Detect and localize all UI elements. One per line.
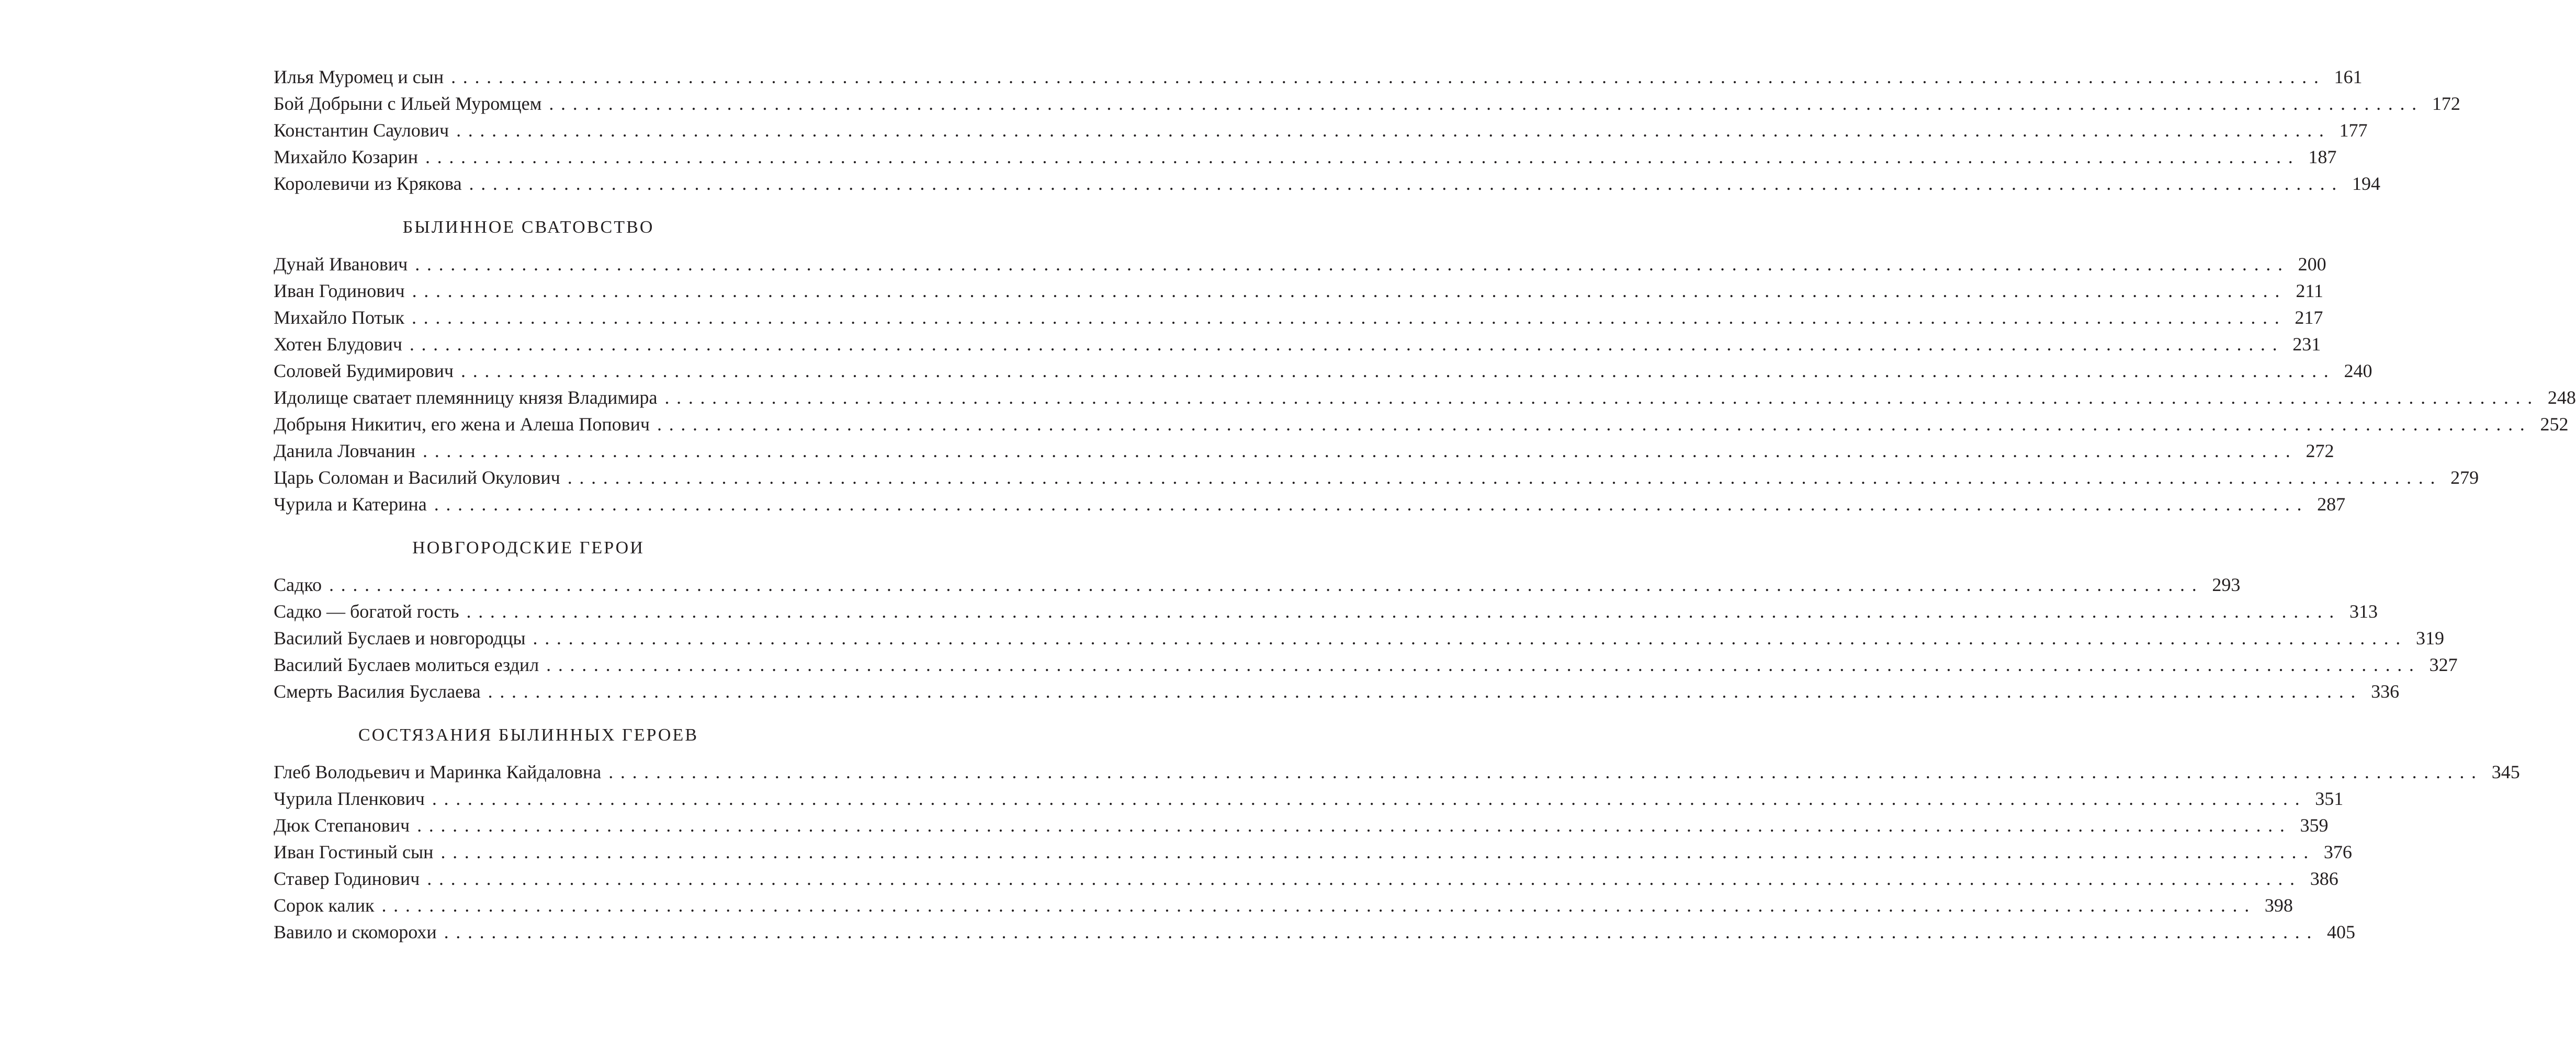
dot-leader: ..............................................................................................................................................................: [329, 574, 2204, 595]
toc-group-4: [274, 722, 2520, 946]
toc-entry[interactable]: [274, 759, 2520, 786]
toc-entry-title: Василий Буслаев и новгородцы: [274, 628, 526, 649]
toc-entry-title: Хотен Блудович: [274, 334, 402, 355]
dot-leader: ..............................................................................................................................................................: [469, 173, 2344, 194]
toc-entry[interactable]: [274, 786, 2344, 812]
toc-entry-title: Ставер Годинович: [274, 868, 420, 889]
dot-leader: ..............................................................................................................................................................: [425, 146, 2300, 167]
dot-leader: ..............................................................................................................................................................: [549, 93, 2424, 114]
toc-entry[interactable]: [274, 64, 2363, 90]
toc-entry-title: Дунай Иванович: [274, 254, 408, 275]
toc-entry-title: Садко — богатой гость: [274, 601, 459, 622]
dot-leader: ..............................................................................................................................................................: [488, 681, 2363, 702]
toc-entry[interactable]: [274, 358, 2372, 384]
toc-entry-page: 279: [2450, 467, 2479, 488]
toc-entry-page: 187: [2308, 146, 2337, 167]
toc-entry-title: Константин Саулович: [274, 120, 449, 141]
toc-entry-page: 376: [2323, 842, 2352, 862]
toc-entry-page: 405: [2327, 922, 2356, 942]
toc-entry[interactable]: [274, 170, 2380, 197]
toc-entry-page: 398: [2264, 895, 2293, 916]
toc-entry-page: 177: [2339, 120, 2368, 141]
toc-entry-page: 293: [2212, 574, 2241, 595]
dot-leader: ..............................................................................................................................................................: [461, 360, 2336, 381]
dot-leader: ..............................................................................................................................................................: [440, 842, 2315, 862]
dot-leader: ..............................................................................................................................................................: [417, 815, 2292, 836]
dot-leader: ..............................................................................................................................................................: [434, 494, 2309, 515]
table-of-contents: [274, 64, 2576, 946]
toc-entry-title: Чурила Пленкович: [274, 788, 425, 809]
toc-entry-page: 327: [2429, 654, 2458, 675]
toc-entry-title: Илья Муромец и сын: [274, 66, 444, 87]
dot-leader: ..............................................................................................................................................................: [567, 467, 2443, 488]
toc-entry[interactable]: [274, 144, 2337, 170]
toc-group-1: [274, 64, 2460, 197]
toc-entry-page: 217: [2295, 307, 2323, 328]
toc-entry-title: Михайло Козарин: [274, 146, 418, 167]
toc-entry[interactable]: [274, 598, 2378, 625]
toc-entry[interactable]: [274, 304, 2323, 331]
toc-entry-title: Данила Ловчанин: [274, 440, 416, 461]
toc-entry-page: 386: [2310, 868, 2338, 889]
dot-leader: ..............................................................................................................................................................: [657, 414, 2532, 435]
toc-entry[interactable]: [274, 411, 2569, 438]
toc-entry-page: 211: [2296, 280, 2324, 301]
toc-entry-title: Добрыня Никитич, его жена и Алеша Попович: [274, 414, 650, 435]
toc-entry[interactable]: [274, 438, 2334, 464]
toc-entry-title: Иван Годинович: [274, 280, 405, 301]
dot-leader: ..............................................................................................................................................................: [664, 387, 2539, 408]
toc-entry-title: Михайло Потык: [274, 307, 404, 328]
toc-entry-page: 240: [2344, 360, 2372, 381]
dot-leader: ..............................................................................................................................................................: [432, 788, 2307, 809]
toc-entry[interactable]: [274, 251, 2326, 278]
toc-entry-page: 313: [2349, 601, 2378, 622]
toc-entry-page: 252: [2540, 414, 2569, 435]
toc-entry-page: 231: [2292, 334, 2321, 355]
section-heading: НОВГОРОДСКИЕ ГЕРОИ: [412, 538, 645, 558]
dot-leader: ..............................................................................................................................................................: [444, 922, 2319, 942]
toc-entry-title: Царь Соломан и Василий Окулович: [274, 467, 560, 488]
toc-entry-page: 194: [2352, 173, 2380, 194]
toc-entry[interactable]: [274, 278, 2324, 304]
toc-entry[interactable]: [274, 464, 2479, 491]
dot-leader: ..............................................................................................................................................................: [409, 334, 2285, 355]
dot-leader: ..............................................................................................................................................................: [466, 601, 2341, 622]
toc-entry[interactable]: [274, 839, 2352, 866]
toc-entry-title: Глеб Володьевич и Маринка Кайдаловна: [274, 761, 602, 782]
toc-group-2: [274, 214, 2576, 518]
toc-entry-page: 359: [2300, 815, 2329, 836]
dot-leader: ..............................................................................................................................................................: [608, 761, 2483, 782]
toc-entry[interactable]: [274, 491, 2346, 518]
dot-leader: ..............................................................................................................................................................: [381, 895, 2256, 916]
toc-entry-title: Вавило и скоморохи: [274, 922, 437, 942]
toc-entry[interactable]: [274, 572, 2241, 598]
toc-entry-page: 200: [2298, 254, 2326, 275]
toc-entry-page: 272: [2306, 440, 2334, 461]
toc-entry-page: 161: [2334, 66, 2363, 87]
toc-entry[interactable]: [274, 90, 2460, 117]
toc-entry[interactable]: [274, 331, 2321, 358]
dot-leader: ..............................................................................................................................................................: [533, 628, 2408, 649]
dot-leader: ..............................................................................................................................................................: [427, 868, 2302, 889]
toc-entry-title: Королевичи из Крякова: [274, 173, 462, 194]
toc-entry[interactable]: [274, 625, 2444, 652]
toc-entry-title: Дюк Степанович: [274, 815, 410, 836]
section-heading: БЫЛИННОЕ СВАТОВСТВО: [402, 218, 654, 237]
dot-leader: ..............................................................................................................................................................: [411, 307, 2287, 328]
dot-leader: ..............................................................................................................................................................: [412, 280, 2287, 301]
dot-leader: ..............................................................................................................................................................: [456, 120, 2331, 141]
toc-entry-page: 336: [2371, 681, 2400, 702]
dot-leader: ..............................................................................................................................................................: [415, 254, 2290, 275]
toc-entry-page: 345: [2491, 761, 2520, 782]
toc-entry-title: Смерть Василия Буслаева: [274, 681, 481, 702]
toc-entry-page: 248: [2547, 387, 2576, 408]
dot-leader: ..............................................................................................................................................................: [451, 66, 2326, 87]
toc-entry-title: Садко: [274, 574, 322, 595]
toc-group-3: [274, 535, 2458, 705]
toc-entry[interactable]: [274, 678, 2400, 705]
toc-entry[interactable]: [274, 919, 2356, 946]
toc-entry[interactable]: [274, 384, 2576, 411]
toc-entry[interactable]: [274, 652, 2458, 678]
toc-entry[interactable]: [274, 812, 2329, 839]
toc-entry-title: Соловей Будимирович: [274, 360, 454, 381]
toc-entry-title: Чурила и Катерина: [274, 494, 427, 515]
dot-leader: ..............................................................................................................................................................: [423, 440, 2298, 461]
toc-entry-page: 287: [2317, 494, 2346, 515]
toc-entry[interactable]: [274, 892, 2293, 919]
toc-entry-title: Бой Добрыни с Ильей Муромцем: [274, 93, 542, 114]
toc-entry[interactable]: [274, 117, 2368, 144]
toc-entry-title: Василий Буслаев молиться ездил: [274, 654, 539, 675]
toc-entry-page: 172: [2432, 93, 2460, 114]
toc-entry-title: Иван Гостиный сын: [274, 842, 434, 862]
toc-entry-title: Идолище сватает племянницу князя Владимира: [274, 387, 658, 408]
toc-entry-title: Сорок калик: [274, 895, 375, 916]
dot-leader: ..............................................................................................................................................................: [546, 654, 2421, 675]
toc-entry-page: 351: [2315, 788, 2344, 809]
section-heading: СОСТЯЗАНИЯ БЫЛИННЫХ ГЕРОЕВ: [358, 725, 699, 745]
toc-entry-page: 319: [2416, 628, 2444, 649]
toc-entry[interactable]: [274, 866, 2338, 892]
